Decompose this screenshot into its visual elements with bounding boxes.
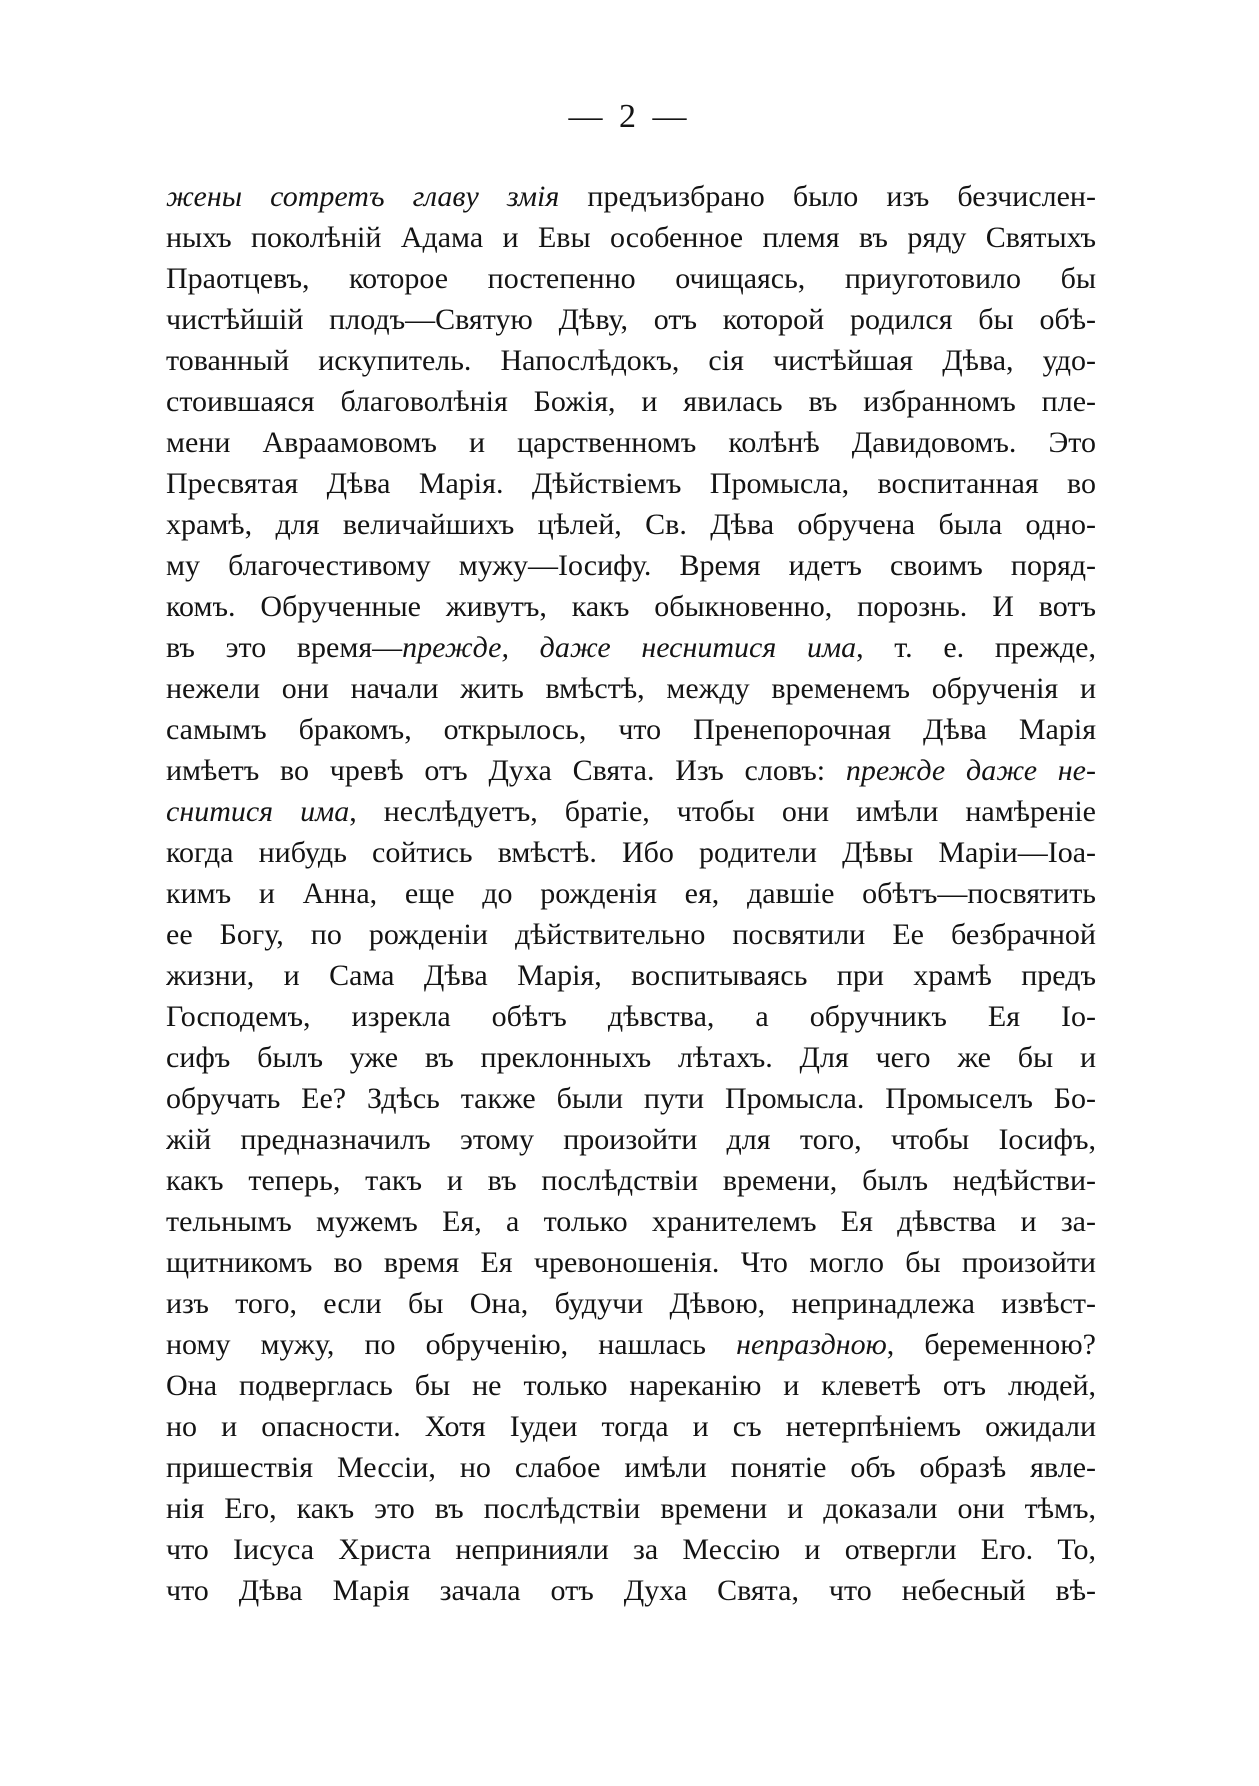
text-segment: чистѣйшій плодъ—Святую Дѣву, отъ которой родился бы обѣ- [166, 303, 1096, 336]
text-segment: , неслѣдуетъ, братіе, чтобы они имѣли намѣреніе [349, 795, 1096, 828]
italic-text: жены сотретъ главу змія [166, 180, 560, 213]
page-number: — 2 — [568, 98, 691, 135]
text-segment: ному мужу, по обрученію, нашлась [166, 1328, 737, 1361]
text-line [166, 1242, 1096, 1283]
text-segment: , т. е. прежде, [856, 631, 1096, 664]
text-line [166, 258, 1096, 299]
text-line [166, 1529, 1096, 1570]
text-segment: Она подверглась бы не только нареканію и клеветѣ отъ людей, [166, 1369, 1096, 1402]
text-line [166, 791, 1096, 832]
text-line [166, 1160, 1096, 1201]
text-line [166, 545, 1096, 586]
text-line [166, 299, 1096, 340]
text-segment: когда нибудь сойтись вмѣстѣ. Ибо родители Дѣвы Маріи—Іоа- [166, 836, 1096, 869]
italic-text: снитися има [166, 795, 350, 828]
text-segment: мени Авраамовомъ и царственномъ колѣнѣ Давидовомъ. Это [166, 426, 1096, 459]
text-line [166, 1447, 1096, 1488]
text-line [166, 1488, 1096, 1529]
italic-text: непраздною [736, 1328, 887, 1361]
text-segment: въ это время— [166, 631, 403, 664]
text-line [166, 504, 1096, 545]
text-segment: обручать Ее? Здѣсь также были пути Промысла. Промыселъ Бо- [166, 1082, 1096, 1115]
text-line [166, 1365, 1096, 1406]
text-segment: , беременною? [886, 1328, 1096, 1361]
text-segment: нежели они начали жить вмѣстѣ, между временемъ обрученія и [166, 672, 1096, 705]
text-segment: изъ того, если бы Она, будучи Дѣвою, непринадлежа извѣст- [166, 1287, 1096, 1320]
text-segment: сифъ былъ уже въ преклонныхъ лѣтахъ. Для чего же бы и [166, 1041, 1096, 1074]
text-line [166, 1324, 1096, 1365]
text-segment: ныхъ поколѣній Адама и Евы особенное племя въ ряду Святыхъ [166, 221, 1096, 254]
text-segment: кимъ и Анна, еще до рожденія ея, давшіе обѣтъ—посвятить [166, 877, 1096, 910]
text-line [166, 1283, 1096, 1324]
text-line [166, 463, 1096, 504]
text-line [166, 422, 1096, 463]
text-line [166, 955, 1096, 996]
text-line [166, 750, 1096, 791]
text-line [166, 832, 1096, 873]
text-line [166, 873, 1096, 914]
text-segment: стоившаяся благоволѣнія Божія, и явилась въ избранномъ пле- [166, 385, 1096, 418]
text-segment: храмѣ, для величайшихъ цѣлей, Св. Дѣва обручена была одно- [166, 508, 1096, 541]
text-line [166, 1570, 1096, 1611]
text-line [166, 1406, 1096, 1447]
text-line [166, 1078, 1096, 1119]
text-segment: тованный искупитель. Напослѣдокъ, сія чистѣйшая Дѣва, удо- [166, 344, 1096, 377]
italic-text: прежде даже не- [845, 754, 1096, 787]
text-segment: тельнымъ мужемъ Ея, а только хранителемъ Ея дѣвства и за- [166, 1205, 1096, 1238]
text-segment: имѣетъ во чревѣ отъ Духа Свята. Изъ словъ: [166, 754, 846, 787]
text-line [166, 1119, 1096, 1160]
text-segment: комъ. Обрученные живутъ, какъ обыкновенно, порознь. И вотъ [166, 590, 1096, 623]
text-line [166, 627, 1096, 668]
body-text [166, 176, 1096, 1611]
text-line [166, 217, 1096, 258]
text-segment: щитникомъ во время Ея чревоношенія. Что могло бы произойти [166, 1246, 1096, 1279]
text-line [166, 668, 1096, 709]
text-segment: жій предназначилъ этому произойти для того, чтобы Іосифъ, [166, 1123, 1096, 1156]
text-segment: Праотцевъ, которое постепенно очищаясь, приуготовило бы [166, 262, 1096, 295]
text-segment: пришествія Мессіи, но слабое имѣли понятіе объ образѣ явле- [166, 1451, 1096, 1484]
text-line [166, 1037, 1096, 1078]
text-line [166, 381, 1096, 422]
text-segment: ее Богу, по рожденіи дѣйствительно посвятили Ее безбрачной [166, 918, 1096, 951]
text-segment: предъизбрано было изъ безчислен- [559, 180, 1096, 213]
text-line [166, 914, 1096, 955]
italic-text: прежде, даже неснитися има [402, 631, 857, 664]
text-segment: что Іисуса Христа непринияли за Мессію и отвергли Его. То, [166, 1533, 1096, 1566]
text-segment: какъ теперь, такъ и въ послѣдствіи времени, былъ недѣйстви- [166, 1164, 1096, 1197]
text-segment: нія Его, какъ это въ послѣдствіи времени и доказали они тѣмъ, [166, 1492, 1096, 1525]
text-segment: Пресвятая Дѣва Марія. Дѣйствіемъ Промысла, воспитанная во [166, 467, 1096, 500]
text-segment: но и опасности. Хотя Іудеи тогда и съ нетерпѣніемъ ожидали [166, 1410, 1096, 1443]
text-line [166, 176, 1096, 217]
text-line [166, 996, 1096, 1037]
text-segment: что Дѣва Марія зачала отъ Духа Свята, что небесный вѣ- [166, 1574, 1096, 1607]
text-segment: Господемъ, изрекла обѣтъ дѣвства, а обручникъ Ея Іо- [166, 1000, 1096, 1033]
text-line [166, 1201, 1096, 1242]
text-line [166, 709, 1096, 750]
text-line [166, 340, 1096, 381]
text-line [166, 586, 1096, 627]
text-segment: му благочестивому мужу—Іосифу. Время идетъ своимъ поряд- [166, 549, 1096, 582]
text-segment: жизни, и Сама Дѣва Марія, воспитываясь при храмѣ предъ [166, 959, 1096, 992]
text-segment: самымъ бракомъ, открылось, что Пренепорочная Дѣва Марія [166, 713, 1096, 746]
